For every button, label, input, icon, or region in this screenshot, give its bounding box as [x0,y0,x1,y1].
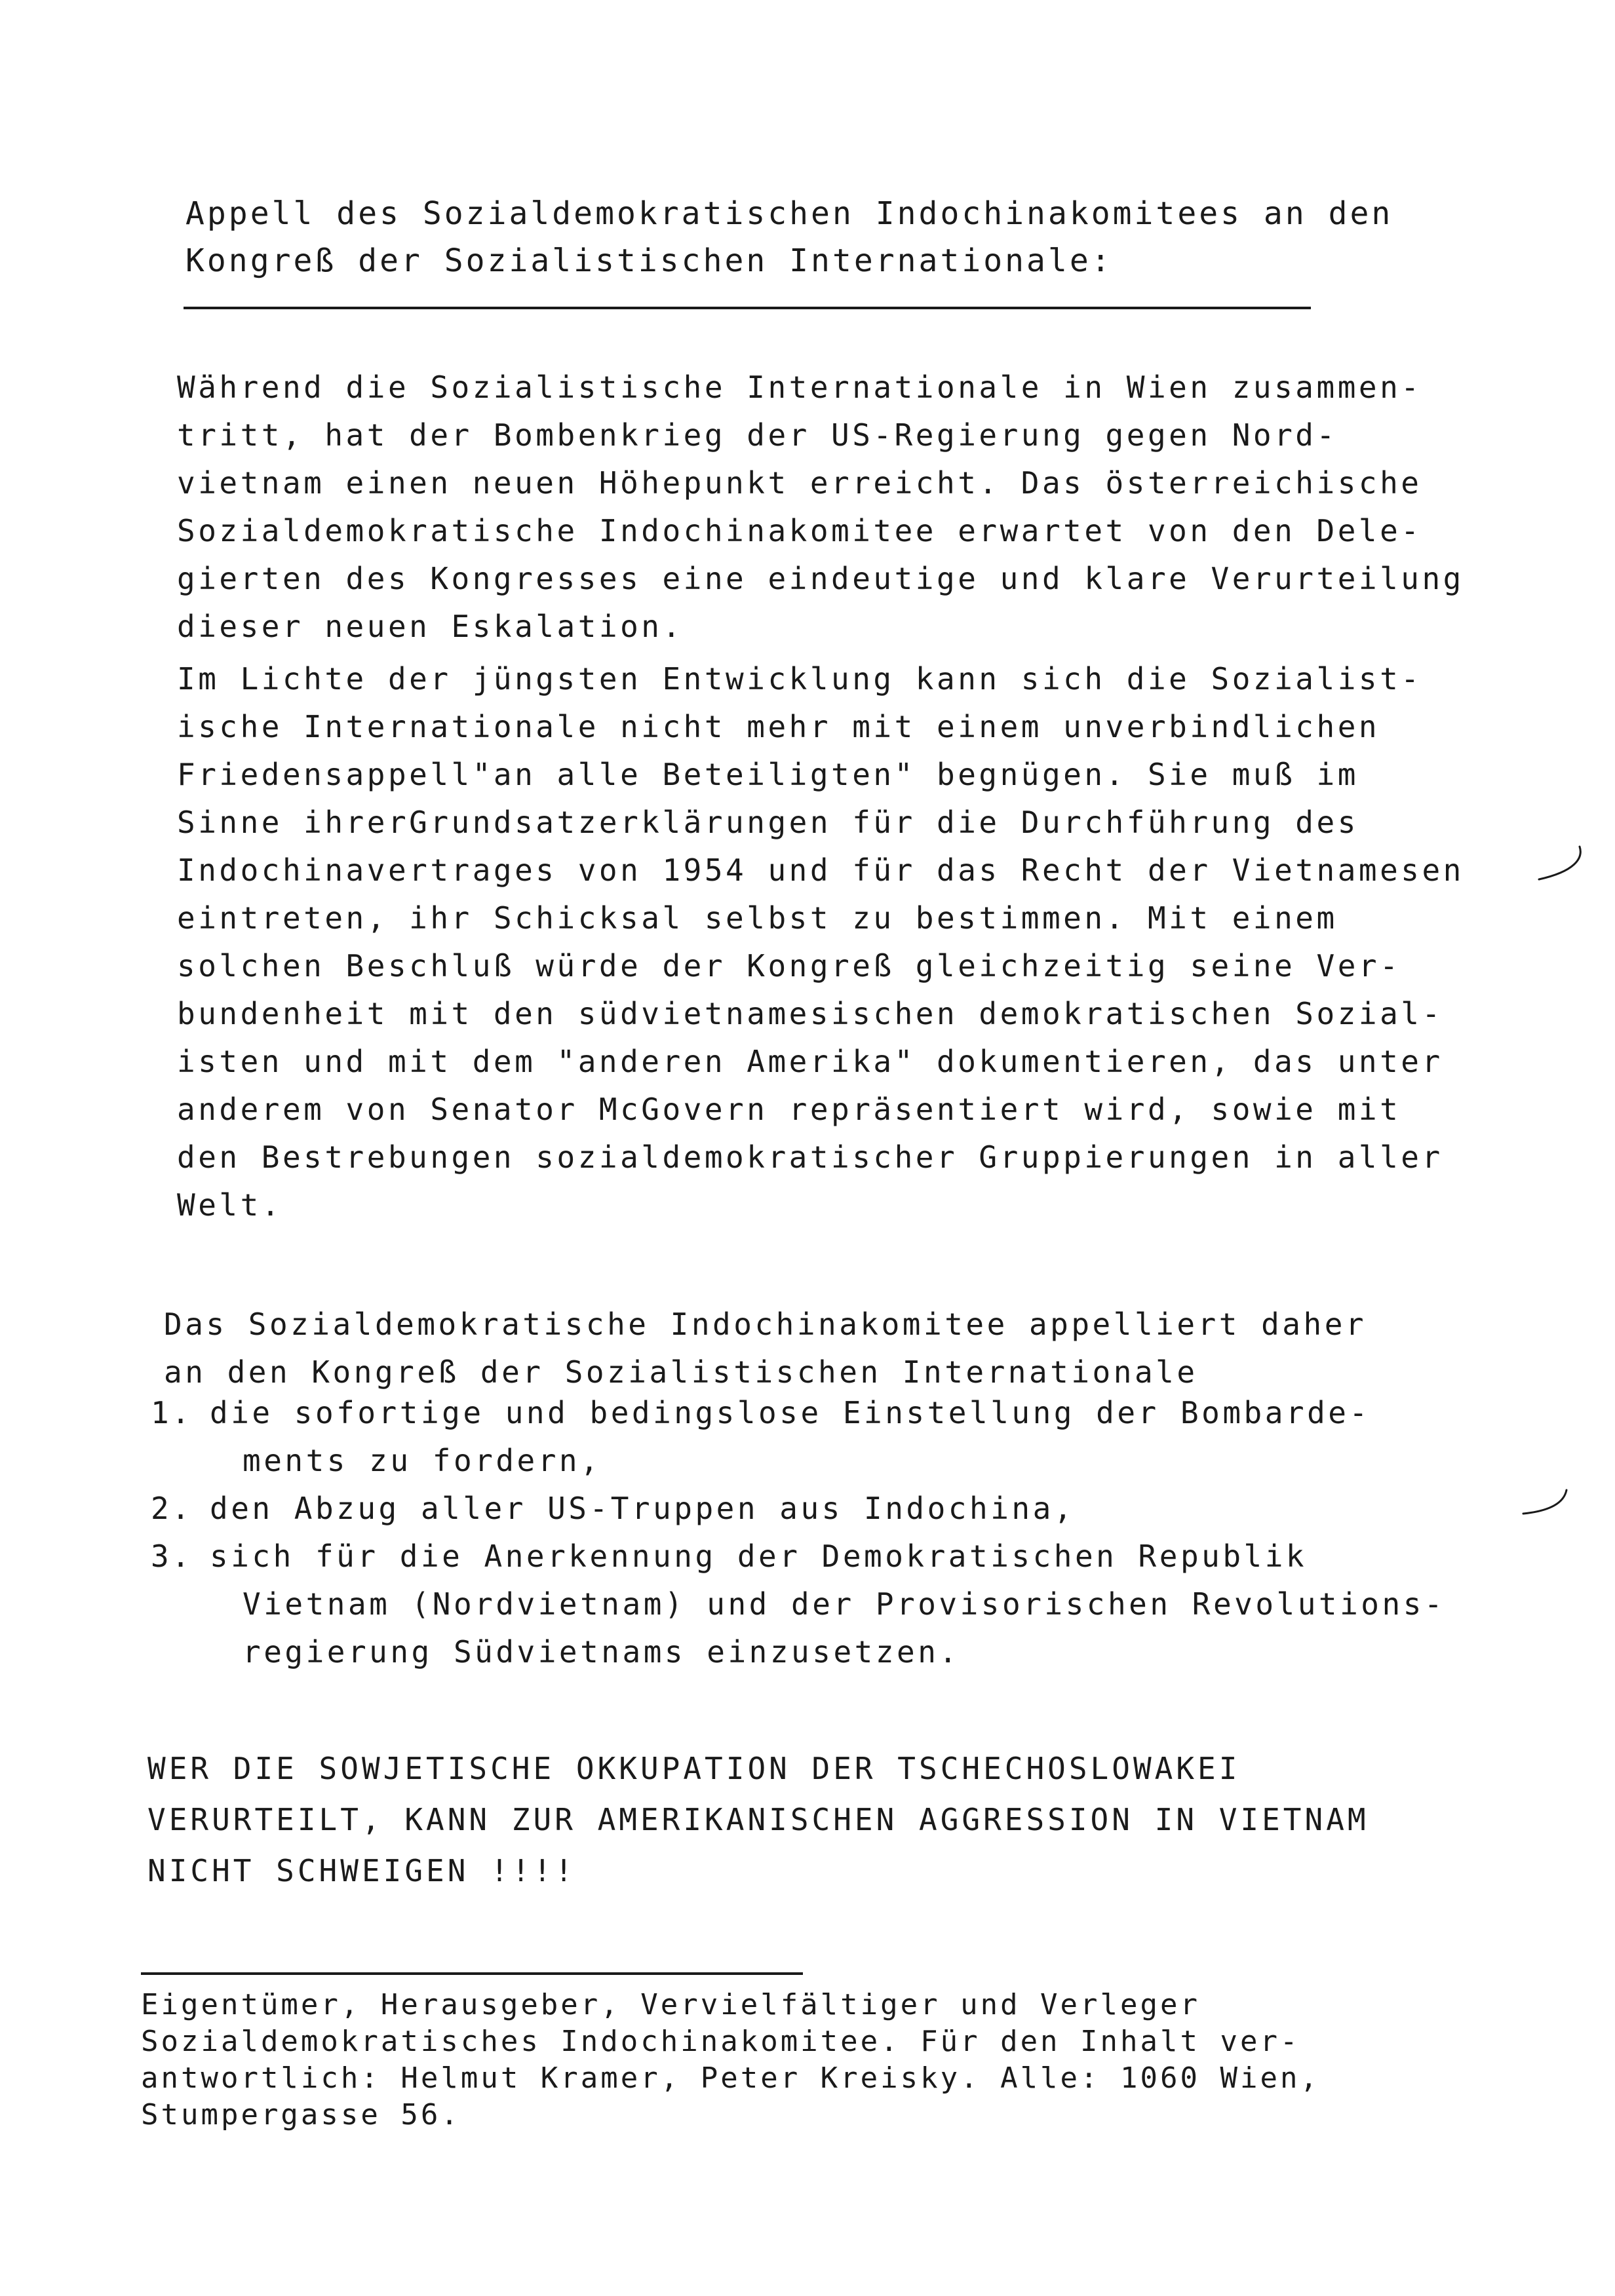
text-line: Friedensappell"an alle Beteiligten" begnügen. Sie muß im [177,757,1359,792]
text-line: solchen Beschluß würde der Kongreß gleichzeitig seine Ver- [177,948,1401,984]
text-line: Sozialdemokratische Indochinakomitee erwartet von den Dele- [177,513,1422,548]
imprint-line: Eigentümer, Herausgeber, Vervielfältiger und Verleger [141,1988,1200,2021]
text-line: eintreten, ihr Schicksal selbst zu bestimmen. Mit einem [177,900,1338,936]
imprint-line: antwortlich: Helmut Kramer, Peter Kreisky. Alle: 1060 Wien, [141,2061,1320,2095]
text-line: vietnam einen neuen Höhepunkt erreicht. Das österreichische [177,465,1422,501]
slogan-line: WER DIE SOWJETISCHE OKKUPATION DER TSCHECHOSLOWAKEI [147,1751,1241,1786]
text-line: Welt. [177,1187,282,1223]
text-line: Das Sozialdemokratische Indochinakomitee appelliert daher [164,1307,1367,1342]
text-line: den Abzug aller US-Truppen aus Indochina, [210,1491,1075,1526]
title-underline [184,307,1311,309]
text-line: Sinne ihrerGrundsatzerklärungen für die Durchführung des [177,805,1359,840]
margin-pen-mark [1521,1487,1573,1520]
list-item-number: 1. [151,1395,193,1430]
text-line: anderem von Senator McGovern repräsentiert wird, sowie mit [177,1092,1401,1127]
text-line: bundenheit mit den südvietnamesischen demokratischen Sozial- [177,996,1443,1031]
title-line: Kongreß der Sozialistischen Internationale: [185,242,1113,279]
list-item [151,1389,1435,1485]
list-item-number: 2. [151,1491,193,1526]
list-item-number: 3. [151,1539,193,1574]
text-line: die sofortige und bedingslose Einstellung der Bombarde- [210,1395,1371,1430]
text-line: sich für die Anerkennung der Demokratischen Republik [210,1539,1308,1574]
text-line: ische Internationale nicht mehr mit einem unverbindlichen [177,709,1380,744]
text-line: gierten des Kongresses eine eindeutige und klare Verurteilung [177,561,1464,596]
slogan [147,1743,1393,1896]
list-item [151,1533,1446,1676]
imprint-line: Stumpergasse 56. [141,2098,461,2132]
slogan-line: NICHT SCHWEIGEN !!!! [147,1853,576,1888]
footer-rule [141,1972,803,1975]
text-line: regierung Südvietnams einzusetzen. [243,1634,960,1670]
text-line: dieser neuen Eskalation. [177,609,684,644]
text-line: tritt, hat der Bombenkrieg der US-Regierung gegen Nord- [177,417,1338,453]
text-line: Vietnam (Nordvietnam) und der Provisorischen Revolutions- [243,1586,1446,1622]
text-line: ments zu fordern, [243,1443,602,1478]
paragraph-argument [177,655,1462,1229]
imprint-line: Sozialdemokratisches Indochinakomitee. Für den Inhalt ver- [141,2025,1300,2058]
text-line: an den Kongreß der Sozialistischen Internationale [164,1354,1198,1390]
document-title [185,190,1393,284]
list-item [151,1485,1435,1533]
slogan-line: VERURTEILT, KANN ZUR AMERIKANISCHEN AGGRESSION IN VIETNAM [147,1802,1369,1837]
text-line: Indochinavertrages von 1954 und für das Recht der Vietnamesen [177,852,1464,888]
demands-list [151,1389,1446,1676]
paragraph-intro [177,364,1462,651]
text-line: Während die Sozialistische Internationale in Wien zusammen- [177,370,1422,405]
title-line: Appell des Sozialdemokratischen Indochinakomitees an den [185,195,1393,232]
text-line: isten und mit dem "anderen Amerika" dokumentieren, das unter [177,1044,1443,1079]
text-line: Im Lichte der jüngsten Entwicklung kann sich die Sozialist- [177,661,1422,697]
margin-pen-mark [1534,845,1586,885]
paragraph-appeal [164,1301,1449,1396]
imprint-footer [141,1987,1386,2133]
text-line: den Bestrebungen sozialdemokratischer Gruppierungen in aller [177,1139,1443,1175]
